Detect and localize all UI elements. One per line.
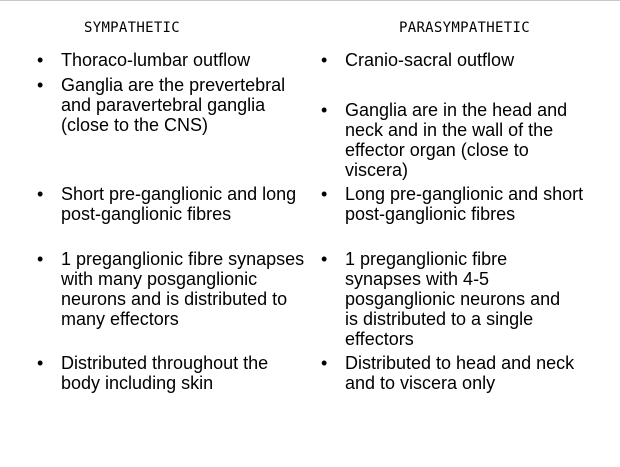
item-text: Ganglia are the prevertebral and paravertebral ganglia (close to the CNS): [61, 75, 286, 135]
parasympathetic-heading: PARASYMPATHETIC: [399, 20, 530, 36]
parasympathetic-item-5: [321, 353, 585, 393]
bullet-icon: •: [321, 100, 328, 120]
bullet-icon: •: [37, 353, 44, 373]
bullet-icon: •: [321, 353, 328, 373]
item-text: Distributed throughout the body including skin: [61, 353, 269, 393]
bullet-icon: •: [37, 75, 44, 95]
item-text: 1 preganglionic fibre synapses with 4-5 posganglionic neurons and is distributed to a single effectors: [345, 249, 561, 349]
bullet-icon: •: [321, 249, 328, 269]
sympathetic-item-1: [37, 50, 331, 70]
parasympathetic-item-3: [321, 184, 585, 224]
parasympathetic-item-2: [321, 100, 580, 180]
sympathetic-item-2: [37, 75, 291, 135]
item-text: Cranio-sacral outflow: [345, 50, 515, 70]
sympathetic-item-4: [37, 249, 306, 329]
sympathetic-item-5: [37, 353, 311, 393]
sympathetic-item-3: [37, 184, 301, 224]
parasympathetic-item-4: [321, 249, 575, 349]
item-text: Ganglia are in the head and neck and in the wall of the effector organ (close to viscera): [345, 100, 568, 180]
parasympathetic-item-1: [321, 50, 615, 70]
item-text: Distributed to head and neck and to viscera only: [345, 353, 575, 393]
item-text: 1 preganglionic fibre synapses with many posganglionic neurons and is distributed to many effectors: [61, 249, 305, 329]
sympathetic-heading: SYMPATHETIC: [84, 20, 181, 36]
bullet-icon: •: [37, 50, 44, 70]
bullet-icon: •: [37, 184, 44, 204]
top-divider: [0, 0, 620, 1]
bullet-icon: •: [321, 50, 328, 70]
bullet-icon: •: [321, 184, 328, 204]
item-text: Thoraco-lumbar outflow: [61, 50, 251, 70]
item-text: Short pre-ganglionic and long post-ganglionic fibres: [61, 184, 297, 224]
bullet-icon: •: [37, 249, 44, 269]
item-text: Long pre-ganglionic and short post-ganglionic fibres: [345, 184, 584, 224]
